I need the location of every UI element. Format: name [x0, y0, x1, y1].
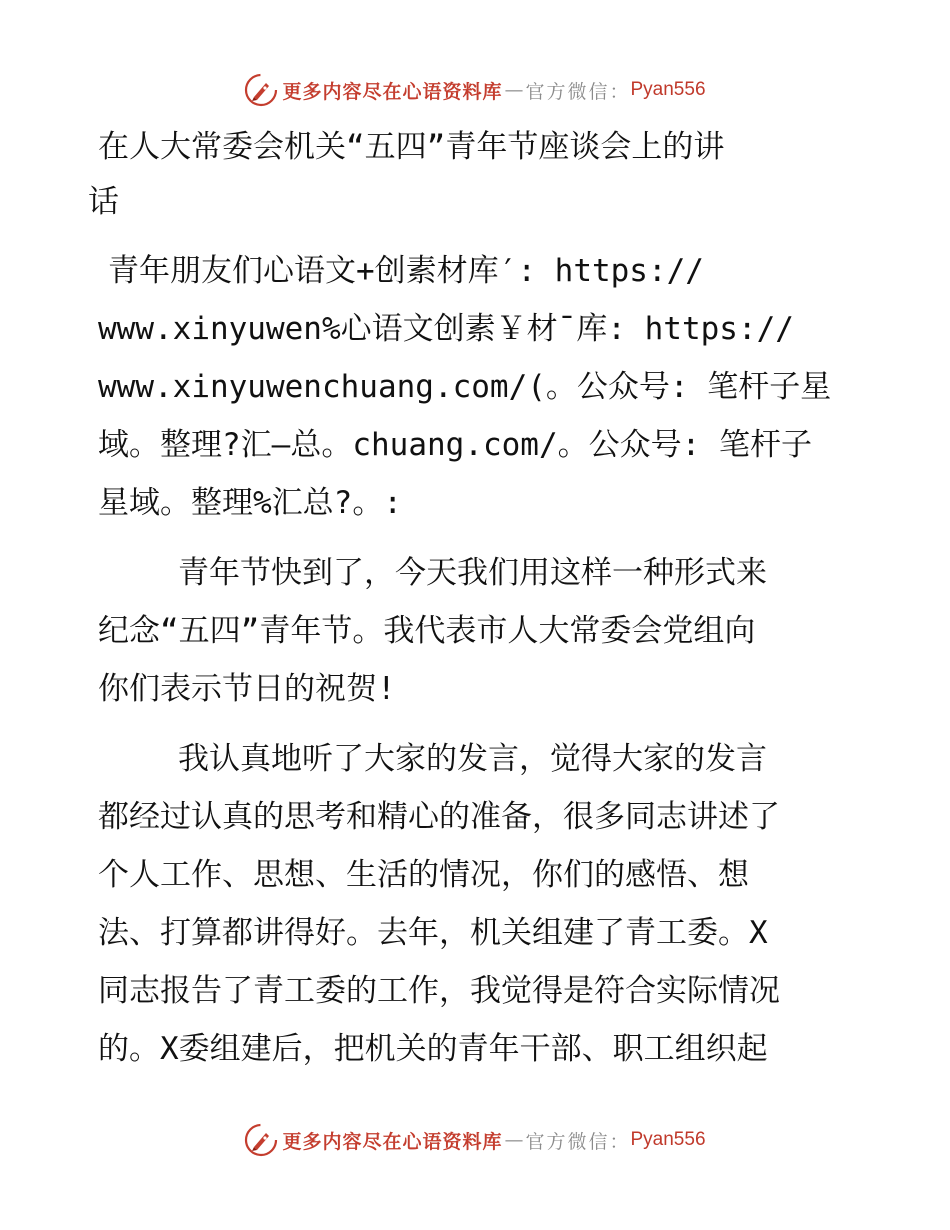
- source-notice: [98, 242, 858, 532]
- paragraph-line: 青年节快到了，今天我们用这样一种形式来: [178, 555, 767, 591]
- paragraph-line: 你们表示节日的祝贺!: [98, 671, 396, 707]
- header-banner: [0, 70, 950, 110]
- banner-brand-text: 更多内容尽在心语资料库: [282, 1130, 503, 1153]
- paragraph-line: 都经过认真的思考和精心的准备，很多同志讲述了: [98, 799, 780, 835]
- document-title: [88, 120, 858, 230]
- paragraph-line: 纪念“五四”青年节。我代表市人大常委会党组向: [98, 613, 756, 649]
- paragraph-line: 我认真地听了大家的发言，觉得大家的发言: [178, 741, 767, 777]
- banner-official-label: 官方微信：: [525, 80, 631, 103]
- pen-nib-logo-icon: [244, 73, 278, 107]
- title-line: 在人大常委会机关“五四”青年节座谈会上的讲: [98, 129, 725, 165]
- source-line: 青年朋友们心语文+创素材库′: https://: [108, 253, 704, 289]
- banner-brand-text: 更多内容尽在心语资料库: [282, 80, 503, 103]
- title-line: 话: [88, 184, 119, 220]
- banner-official-label: 官方微信：: [525, 1130, 631, 1153]
- paragraph-line: 的。X委组建后，把机关的青年干部、职工组织起: [98, 1031, 768, 1067]
- paragraph-line: 个人工作、思想、生活的情况，你们的感悟、想: [98, 857, 749, 893]
- footer-banner: [0, 1120, 950, 1160]
- banner-account-id: Pyan556: [630, 1129, 706, 1150]
- document-body: [88, 120, 858, 1090]
- pen-nib-logo-icon: [244, 1123, 278, 1157]
- source-line: www.xinyuwenchuang.com/(。公众号: 笔杆子星: [98, 369, 832, 405]
- paragraph-remarks: [98, 730, 858, 1078]
- banner-separator: —: [504, 79, 524, 101]
- source-line: www.xinyuwen%心语文创素￥材¯库: https://: [98, 311, 794, 347]
- paragraph-line: 法、打算都讲得好。去年，机关组建了青工委。X: [98, 915, 768, 951]
- banner-separator: —: [504, 1129, 524, 1151]
- banner-account-id: Pyan556: [630, 79, 706, 100]
- source-line: 域。整理?汇—总。chuang.com/。公众号: 笔杆子: [98, 427, 812, 463]
- paragraph-greeting: [98, 544, 858, 718]
- paragraph-line: 同志报告了青工委的工作，我觉得是符合实际情况: [98, 973, 780, 1009]
- source-line: 星域。整理%汇总?。:: [98, 485, 402, 521]
